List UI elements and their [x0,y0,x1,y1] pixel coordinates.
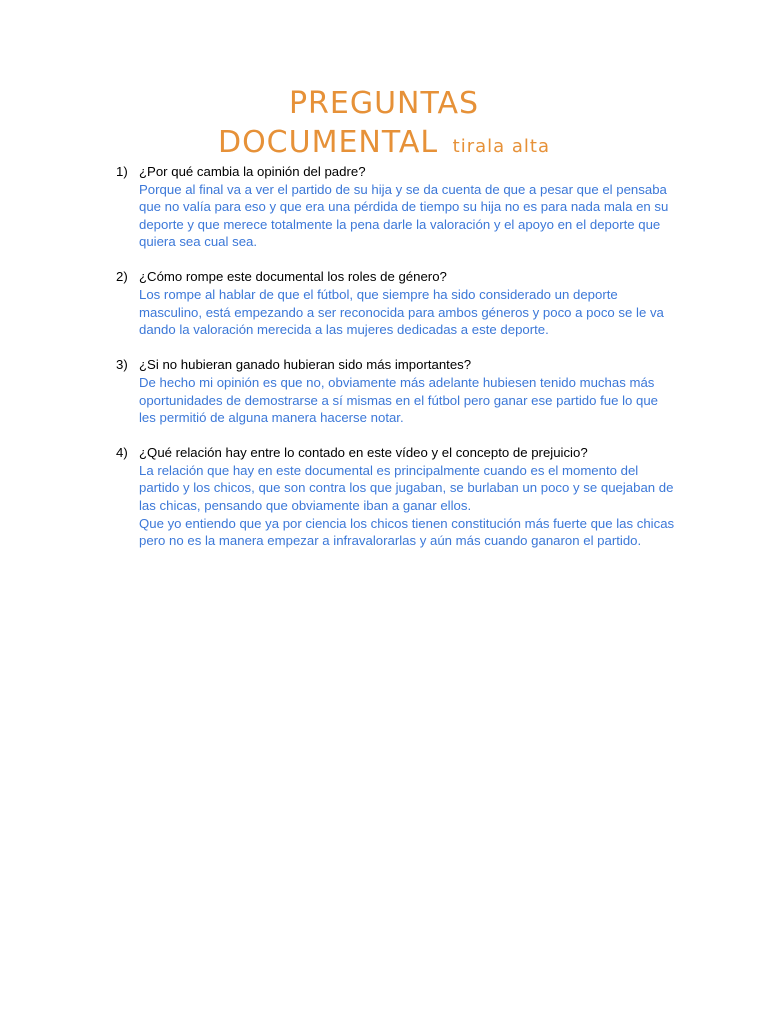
answer-text: La relación que hay en este documental es principalmente cuando es el momento del partido y los chicos, que son contra los que jugaban, se burlaban un poco y se quejaban de las chicas, pensando que obviamente iban a ganar ellos. [139,462,674,513]
answer-text: Los rompe al hablar de que el fútbol, que siempre ha sido considerado un deporte masculino, está empezando a ser reconocida para ambos géneros y poco a poco se le va dando la valoración merecida a las mujeres dedicadas a este deporte. [139,287,664,338]
question-item-2 [116,268,676,338]
answer-text-continued: Que yo entiendo que ya por ciencia los chicos tienen constitución más fuerte que las chicas pero no es la manera empezar a infravalorarlas y aún más cuando ganaron el partido. [139,515,675,549]
question-text: ¿Cómo rompe este documental los roles de género? [139,269,447,285]
question-text: ¿Por qué cambia la opinión del padre? [139,164,366,179]
page-subtitle: tirala alta [452,136,551,157]
question-item-1 [116,163,676,251]
question-list [116,163,676,567]
question-number: 3) [116,357,128,373]
question-number: 1) [116,164,128,179]
question-number: 2) [116,269,128,285]
page-title-main: DOCUMENTAL [217,125,439,160]
question-item-3 [116,356,676,426]
question-text: ¿Si no hubieran ganado hubieran sido más importantes? [139,357,472,373]
page-title-line2 [0,122,768,168]
question-text: ¿Qué relación hay entre lo contado en este vídeo y el concepto de prejuicio? [139,445,588,461]
question-number: 4) [116,445,128,461]
answer-text: Porque al final va a ver el partido de su hija y se da cuenta de que a pesar que el pensaba que no valía para eso y que era una pérdida de tiempo su hija no es para nada mala en su deporte y que merece totalmente la pena darle la valoración y el apoyo en el deporte que quiera sea cual sea. [139,181,669,250]
page-title-line1: PREGUNTAS [288,86,480,121]
answer-text: De hecho mi opinión es que no, obviamente más adelante hubiesen tenido muchas más oportunidades de demostrarse a sí mismas en el fútbol pero ganar ese partido fue lo que les permitió de alguna manera hacerse notar. [139,374,659,426]
question-item-4 [116,444,676,550]
